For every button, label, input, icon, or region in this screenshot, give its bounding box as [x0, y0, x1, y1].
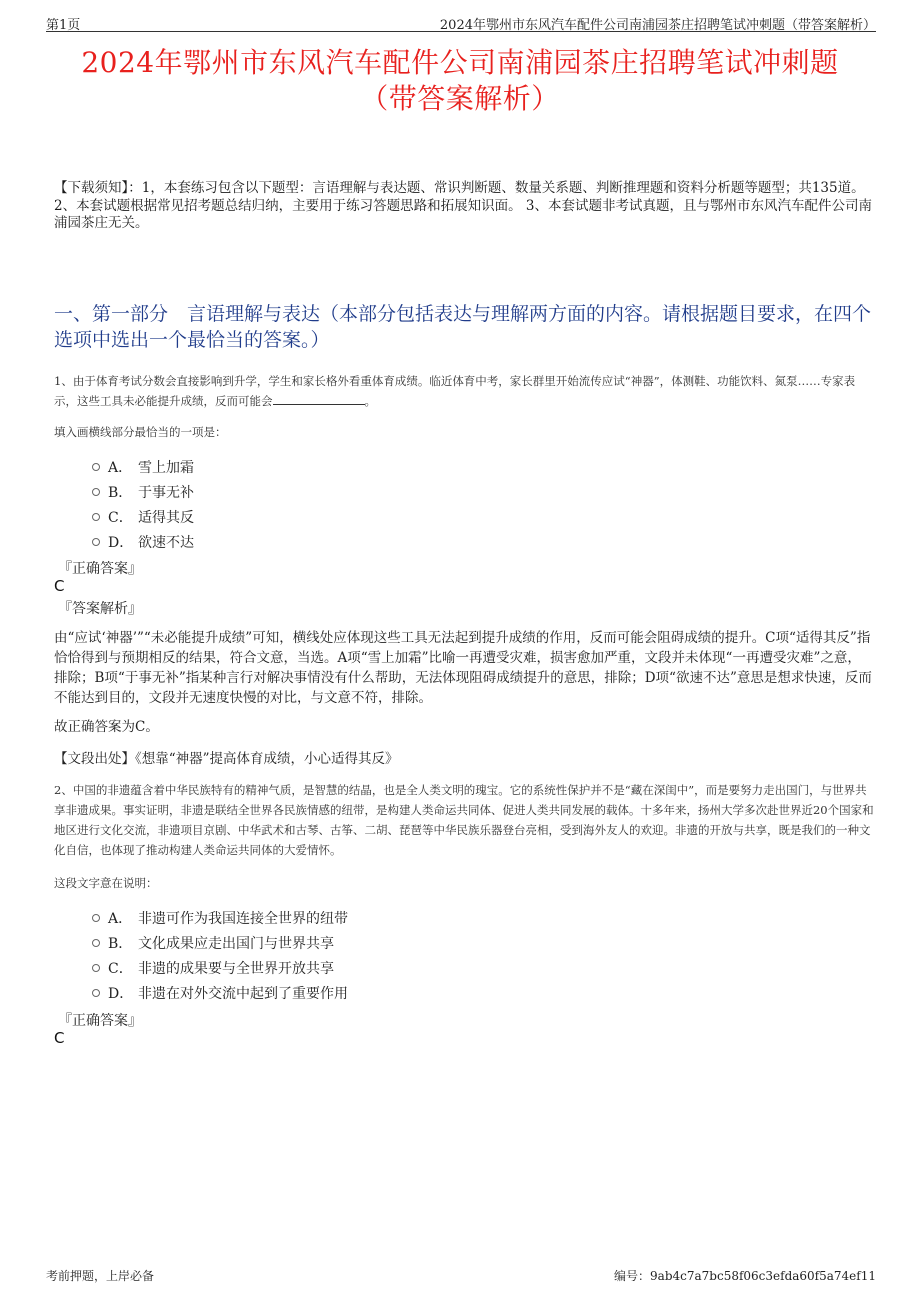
- question-1-stem: [54, 371, 874, 411]
- download-notice: 【下载须知】：1，本套练习包含以下题型：言语理解与表达题、常识判断题、数量关系题、判断推理题和资料分析题等题型；共135道。 2、本套试题根据常见招考题总结归纳，主要用于练习答题思路和拓展知识面。 3、本套试题非考试真题，且与鄂州市东风汽车配件公司南浦园茶庄无关。: [54, 180, 872, 231]
- option-letter: C．: [108, 510, 133, 526]
- q1-option-a[interactable]: [92, 457, 194, 477]
- footer-doc-id: 编号：9ab4c7a7bc58f06c3efda60f5a74ef11: [614, 1269, 876, 1283]
- q1-analysis: 由“应试‘神器’”“未必能提升成绩”可知，横线处应体现这些工具无法起到提升成绩的作用，反而可能会阻碍成绩的提升。C项“适得其反”指恰恰得到与预期相反的结果，符合文意，当选。A项“雪上加霜”比喻一再遭受灾难，损害愈加严重，文段并未体现“一再遭受灾难”之意，排除；B项“于事无补”指某种言行对解决事情没有什么帮助，无法体现阻碍成绩提升的意思，排除；D项“欲速不达”意思是想求快速，反而不能达到目的，文段并无速度快慢的对比，与文意不符，排除。: [54, 630, 872, 706]
- radio-button-icon[interactable]: [92, 989, 100, 997]
- q2-option-c[interactable]: [92, 958, 334, 978]
- option-text: 非遗的成果要与全世界开放共享: [138, 961, 334, 977]
- question-2-prompt: 这段文字意在说明：: [54, 876, 158, 890]
- option-text: 雪上加霜: [138, 460, 194, 476]
- option-letter: B．: [108, 936, 133, 952]
- option-text: 非遗可作为我国连接全世界的纽带: [138, 911, 348, 927]
- option-text: 于事无补: [138, 485, 194, 501]
- q1-answer-label: 『正确答案』: [58, 561, 142, 577]
- q2-answer-label: 『正确答案』: [58, 1013, 142, 1029]
- radio-button-icon[interactable]: [92, 513, 100, 521]
- option-letter: A．: [108, 911, 133, 927]
- q2-option-d[interactable]: [92, 983, 348, 1003]
- question-1-stem-text: 1、由于体育考试分数会直接影响到升学，学生和家长格外看重体育成绩。临近体育中考，家长群里开始流传应试“神器”，体测鞋、功能饮料、氮泵……专家表示，这些工具未必能提升成绩，反而可能会: [54, 374, 856, 408]
- footer-slogan: 考前押题，上岸必备: [46, 1269, 155, 1283]
- section-heading: 一、第一部分 言语理解与表达（本部分包括表达与理解两方面的内容。请根据题目要求，在四个选项中选出一个最恰当的答案。）: [54, 303, 872, 351]
- header-divider: [46, 31, 876, 32]
- q1-option-d[interactable]: [92, 532, 194, 552]
- option-text: 适得其反: [138, 510, 194, 526]
- q1-answer: C: [54, 577, 65, 595]
- radio-button-icon[interactable]: [92, 964, 100, 972]
- q2-option-b[interactable]: [92, 933, 334, 953]
- option-text: 非遗在对外交流中起到了重要作用: [138, 986, 348, 1002]
- question-1-stem-end: 。: [364, 394, 376, 408]
- option-letter: C．: [108, 961, 133, 977]
- q1-conclusion: 故正确答案为C。: [54, 719, 159, 735]
- option-letter: D．: [108, 986, 134, 1002]
- radio-button-icon[interactable]: [92, 939, 100, 947]
- answer-blank: [273, 394, 365, 405]
- q1-option-b[interactable]: [92, 482, 194, 502]
- document-title: 2024年鄂州市东风汽车配件公司南浦园茶庄招聘笔试冲刺题: [81, 46, 839, 79]
- radio-button-icon[interactable]: [92, 488, 100, 496]
- q1-source: 【文段出处】《想靠“神器”提高体育成绩，小心适得其反》: [54, 751, 399, 767]
- option-letter: A．: [108, 460, 133, 476]
- radio-button-icon[interactable]: [92, 463, 100, 471]
- option-letter: D．: [108, 535, 134, 551]
- question-1-prompt: 填入画横线部分最恰当的一项是：: [54, 425, 227, 439]
- header-doc-title: 2024年鄂州市东风汽车配件公司南浦园茶庄招聘笔试冲刺题（带答案解析）: [439, 18, 876, 33]
- q2-answer: C: [54, 1029, 65, 1047]
- q2-option-a[interactable]: [92, 908, 348, 928]
- radio-button-icon[interactable]: [92, 538, 100, 546]
- option-text: 文化成果应走出国门与世界共享: [138, 936, 334, 952]
- question-2-stem: 2、中国的非遗蕴含着中华民族特有的精神气质，是智慧的结晶，也是全人类文明的瑰宝。它的系统性保护并不是“藏在深闺中”，而是要努力走出国门，与世界共享非遗成果。事实证明，非遗是联结全世界各民族情感的纽带，是构建人类命运共同体、促进人类共同发展的载体。十多年来，扬州大学多次赴世界近20个国家和地区进行文化交流，非遗项目京剧、中华武术和古琴、古筝、二胡、琵琶等中华民族乐器登台亮相，受到海外友人的欢迎。非遗的开放与共享，既是我们的一种文化自信，也体现了推动构建人类命运共同体的大爱情怀。: [54, 783, 874, 857]
- q1-analysis-label: 『答案解析』: [58, 601, 142, 617]
- radio-button-icon[interactable]: [92, 914, 100, 922]
- option-text: 欲速不达: [138, 535, 194, 551]
- option-letter: B．: [108, 485, 133, 501]
- page-number: 第1页: [46, 18, 81, 33]
- document-subtitle: （带答案解析）: [360, 82, 560, 115]
- q1-option-c[interactable]: [92, 507, 194, 527]
